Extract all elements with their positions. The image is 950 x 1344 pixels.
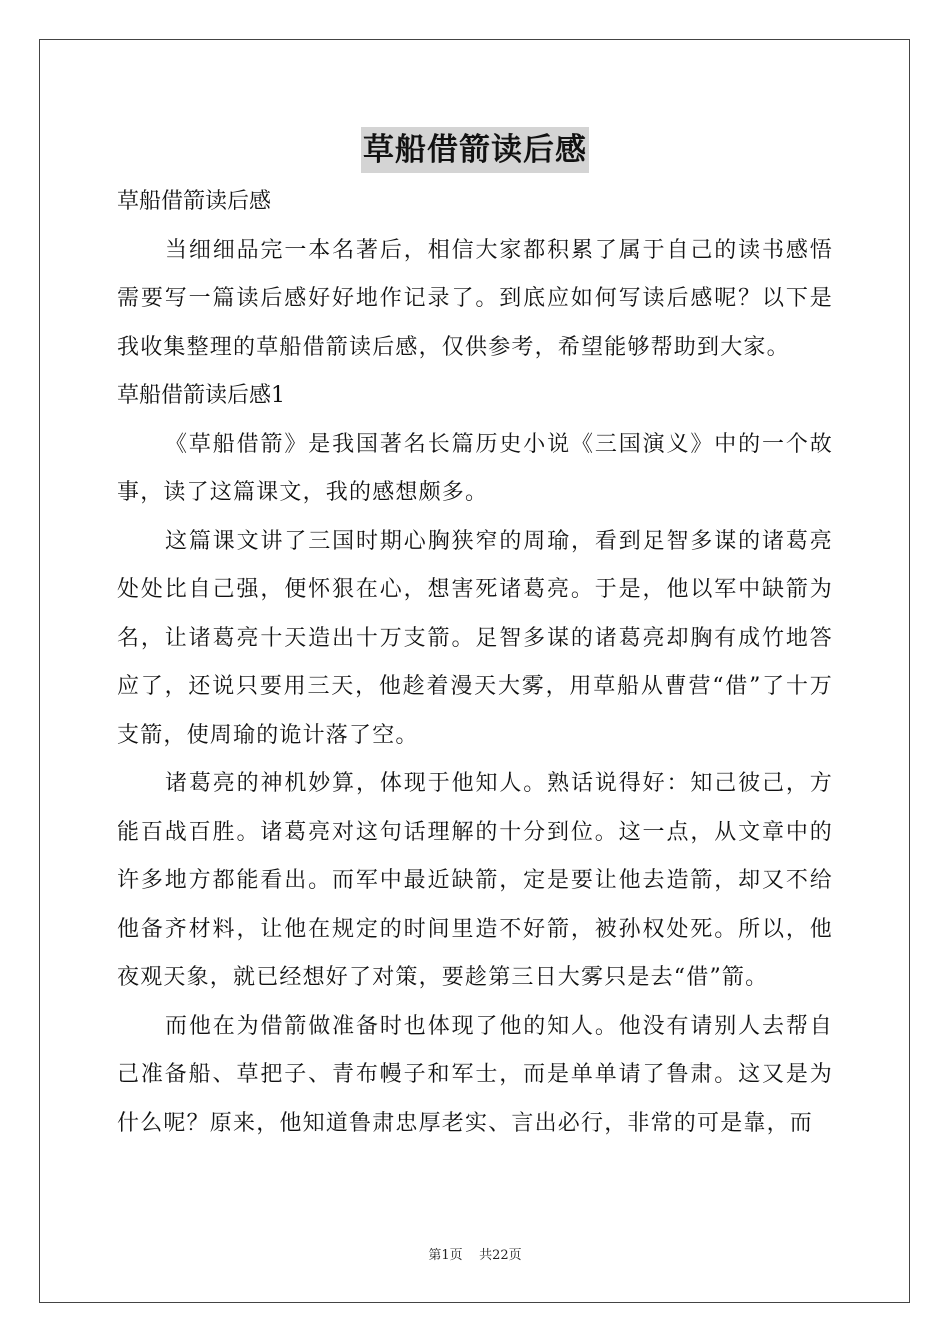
intro-paragraph: 当细细品完一本名著后，相信大家都积累了属于自己的读书感悟需要写一篇读后感好好地作记录了。到底应如何写读后感呢？以下是我收集整理的草船借箭读后感，仅供参考，希望能够帮助到大家。 [117,237,833,360]
section-heading: 草船借箭读后感1 [117,383,285,408]
page-number: 第1页 共22页 [428,1248,522,1263]
body-paragraph: 这篇课文讲了三国时期心胸狭窄的周瑜，看到足智多谋的诸葛亮处处比自己强，便怀狠在心，想害死诸葛亮。于是，他以军中缺箭为名，让诸葛亮十天造出十万支箭。足智多谋的诸葛亮却胸有成竹地答应了，还说只要用三天，他趁着漫天大雾，用草船从曹营“借”了十万支箭，使周瑜的诡计落了空。 [117,528,833,748]
document-body [117,178,833,1148]
body-paragraph: 诸葛亮的神机妙算，体现于他知人。熟话说得好：知己彼己，方能百战百胜。诸葛亮对这句话理解的十分到位。这一点，从文章中的许多地方都能看出。而军中最近缺箭，定是要让他去造箭，却又不给他备齐材料，让他在规定的时间里造不好箭，被孙权处死。所以，他夜观天象，就已经想好了对策，要趁第三日大雾只是去“借”箭。 [117,771,833,990]
document-title-text: 草船借箭读后感 [361,127,589,173]
body-paragraph: 《草船借箭》是我国著名长篇历史小说《三国演义》中的一个故事，读了这篇课文，我的感想颇多。 [117,431,833,505]
document-title [0,126,950,173]
body-paragraph: 而他在为借箭做准备时也体现了他的知人。他没有请别人去帮自己准备船、草把子、青布幔子和军士，而是单单请了鲁肃。这又是为什么呢？原来，他知道鲁肃忠厚老实、言出必行，非常的可是靠，而 [117,1013,833,1136]
document-subtitle: 草船借箭读后感 [117,189,272,214]
